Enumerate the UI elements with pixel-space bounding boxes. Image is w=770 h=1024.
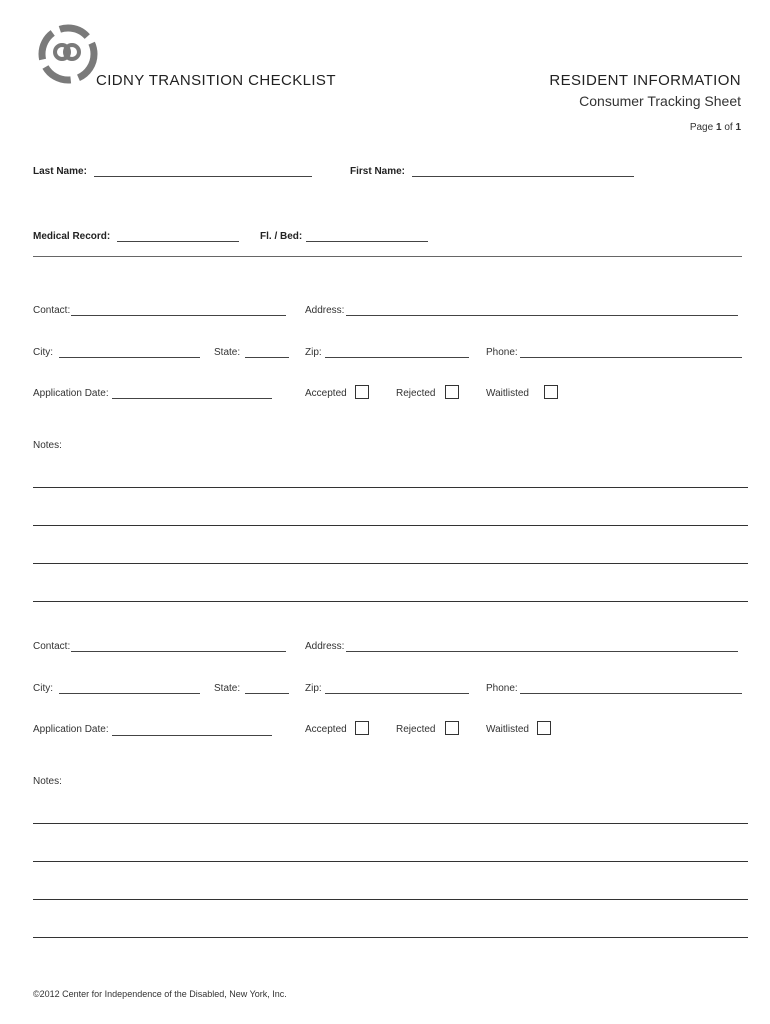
- zip-input[interactable]: [325, 693, 469, 694]
- zip-input[interactable]: [325, 357, 469, 358]
- notes-line[interactable]: [33, 823, 748, 824]
- city-input[interactable]: [59, 357, 200, 358]
- waitlisted-label: Waitlisted: [486, 724, 529, 735]
- waitlisted-checkbox[interactable]: [544, 385, 558, 399]
- city-input[interactable]: [59, 693, 200, 694]
- notes-line[interactable]: [33, 937, 748, 938]
- accepted-label: Accepted: [305, 724, 347, 735]
- rejected-label: Rejected: [396, 388, 436, 399]
- waitlisted-label: Waitlisted: [486, 388, 529, 399]
- zip-label: Zip:: [305, 683, 322, 694]
- rejected-checkbox[interactable]: [445, 385, 459, 399]
- contact-input[interactable]: [71, 651, 286, 652]
- address-label: Address:: [305, 305, 345, 316]
- accepted-checkbox[interactable]: [355, 721, 369, 735]
- application-date-label: Application Date:: [33, 388, 109, 399]
- notes-line[interactable]: [33, 899, 748, 900]
- page-label: Page: [689, 122, 714, 133]
- page-current: 1: [715, 122, 722, 133]
- notes-line[interactable]: [33, 525, 748, 526]
- application-date-input[interactable]: [112, 398, 272, 399]
- section-title: RESIDENT INFORMATION: [549, 72, 741, 89]
- waitlisted-checkbox[interactable]: [537, 721, 551, 735]
- state-input[interactable]: [245, 357, 289, 358]
- form-title: CIDNY TRANSITION CHECKLIST: [96, 72, 336, 89]
- last-name-field[interactable]: [94, 176, 312, 177]
- last-name-label: Last Name:: [33, 166, 87, 177]
- accepted-label: Accepted: [305, 388, 347, 399]
- section-divider: [33, 256, 742, 257]
- medical-record-label: Medical Record:: [33, 231, 111, 242]
- state-label: State:: [214, 683, 241, 694]
- notes-label: Notes:: [33, 440, 62, 451]
- notes-line[interactable]: [33, 487, 748, 488]
- notes-label: Notes:: [33, 776, 62, 787]
- form-subtitle: Consumer Tracking Sheet: [579, 93, 741, 109]
- floor-bed-field[interactable]: [306, 241, 428, 242]
- medical-record-field[interactable]: [117, 241, 239, 242]
- contact-label: Contact:: [33, 305, 71, 316]
- state-input[interactable]: [245, 693, 289, 694]
- rejected-label: Rejected: [396, 724, 436, 735]
- application-date-label: Application Date:: [33, 724, 109, 735]
- floor-bed-label: Fl. / Bed:: [260, 231, 303, 242]
- notes-line[interactable]: [33, 601, 748, 602]
- notes-line[interactable]: [33, 563, 748, 564]
- zip-label: Zip:: [305, 347, 322, 358]
- phone-input[interactable]: [520, 357, 742, 358]
- first-name-label: First Name:: [350, 166, 406, 177]
- page-indicator: [690, 122, 741, 133]
- city-label: City:: [33, 683, 53, 694]
- accepted-checkbox[interactable]: [355, 385, 369, 399]
- contact-label: Contact:: [33, 641, 71, 652]
- notes-line[interactable]: [33, 861, 748, 862]
- state-label: State:: [214, 347, 241, 358]
- copyright-notice: ©2012 Center for Independence of the Disabled, New York, Inc.: [33, 989, 287, 999]
- phone-input[interactable]: [520, 693, 742, 694]
- first-name-field[interactable]: [412, 176, 634, 177]
- phone-label: Phone:: [486, 347, 518, 358]
- address-label: Address:: [305, 641, 345, 652]
- page-total: 1: [735, 122, 741, 133]
- cidny-logo: [36, 22, 100, 86]
- city-label: City:: [33, 347, 53, 358]
- page-of: of: [724, 122, 733, 133]
- application-date-input[interactable]: [112, 735, 272, 736]
- address-input[interactable]: [346, 315, 738, 316]
- address-input[interactable]: [346, 651, 738, 652]
- rejected-checkbox[interactable]: [445, 721, 459, 735]
- contact-input[interactable]: [71, 315, 286, 316]
- phone-label: Phone:: [486, 683, 518, 694]
